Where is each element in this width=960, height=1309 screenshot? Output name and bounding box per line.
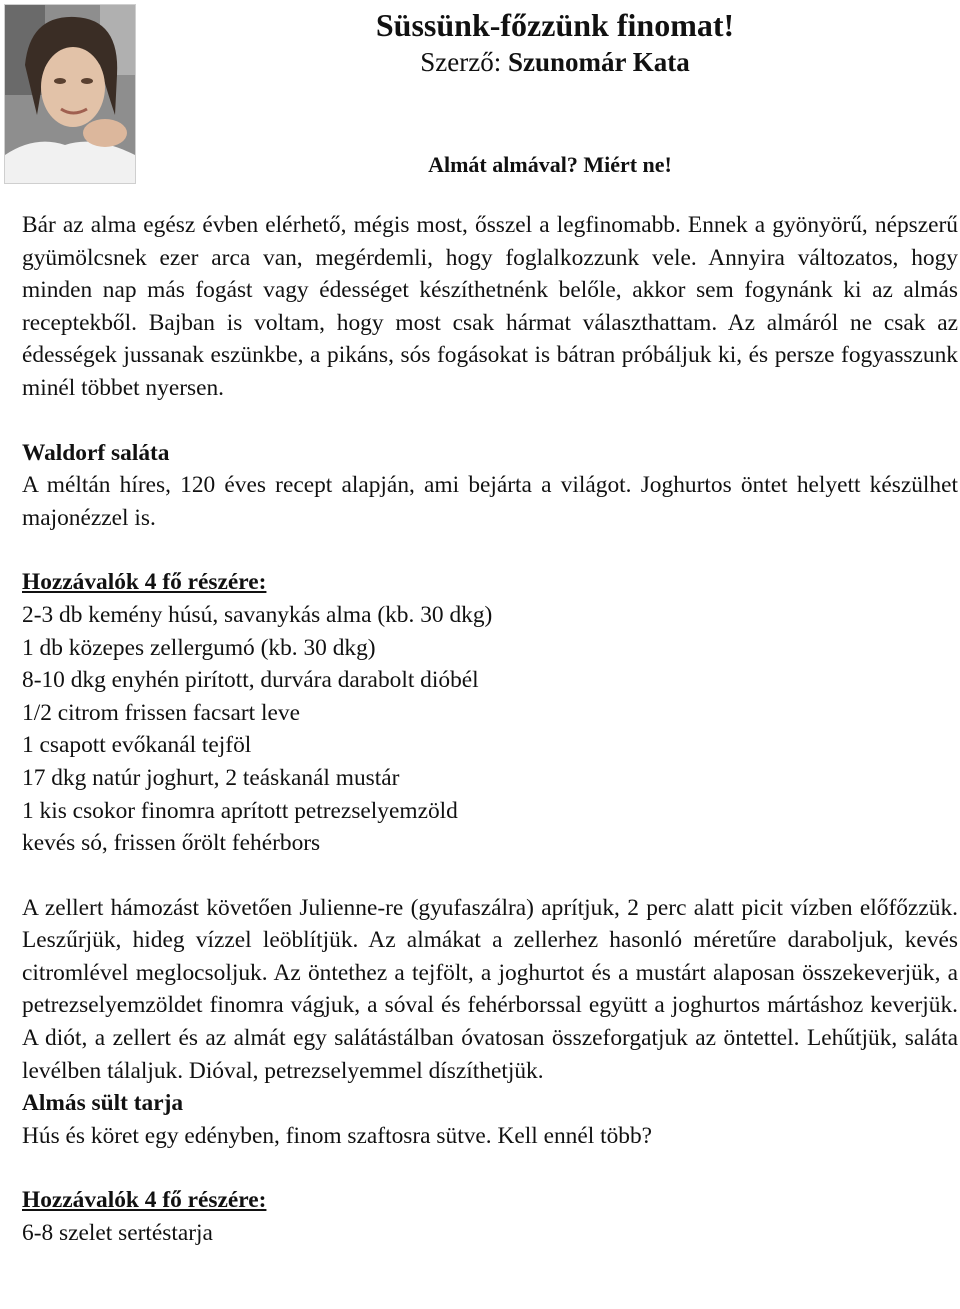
recipe-description: Hús és köret egy edényben, finom szaftosra sütve. Kell ennél több?: [22, 1122, 653, 1149]
author-photo: [4, 4, 136, 184]
intro-paragraph: Bár az alma egész évben elérhető, mégis most, ősszel a legfinomabb. Ennek a gyönyörű, népszerű gyümölcsnek ezer arca van, megérdemli, hogy foglalkozzunk vele. Annyira változatos, hogy minden nap más fogást vagy édességet készíthetnénk belőle, akkor sem fogynánk ki az almás receptekből. Bajban is voltam, hogy most csak hármat választhattam. Az almáról ne csak az édességek jussanak eszünkbe, a pikáns, sós fogásokat is bátran próbáljuk ki, és persze fogyasszunk minél többet nyersen.: [22, 212, 958, 401]
recipe-description: A méltán híres, 120 éves recept alapján, ami bejárta a világot. Joghurtos öntet helyett készülhet majonézzel is.: [22, 472, 958, 531]
spacer: [22, 860, 958, 892]
ingredient-item: 17 dkg natúr joghurt, 2 teáskanál mustár: [22, 764, 400, 791]
ingredient-item: 8-10 dkg enyhén pirított, durvára darabolt dióbél: [22, 667, 479, 694]
spacer: [22, 405, 958, 437]
ingredient-item: 2-3 db kemény húsú, savanykás alma (kb. 30 dkg): [22, 601, 493, 628]
ingredients-heading: Hozzávalók 4 fő részére:: [22, 1187, 267, 1214]
ingredient-item: 1 csapott evőkanál tejföl: [22, 732, 252, 759]
author-portrait-icon: [5, 5, 135, 183]
recipe-method: A zellert hámozást követően Julienne-re (gyufaszálra) aprítjuk, 2 perc alatt picit vízben előfőzzük. Leszűrjük, hideg vízzel leöblítjük. Az almákat a zellerhez hasonló méretűre daraboljuk, kevés citromlével meglocsoljuk. Az öntethez a tejfölt, a joghurtot és a mustárt alaposan összekeverjük, a petrezselyemzöldet finomra vágjuk, a sóval és fehérborssal együtt a joghurtos mártáshoz keverjük. A diót, a zellert és az almát egy salátástálban óvatosan összeforgatjuk az öntettel. Lehűtjük, saláta levélben tálaljuk. Dióval, petrezselyemmel díszíthetjük.: [22, 894, 958, 1084]
page-title: Süssünk-főzzünk finomat!: [375, 7, 735, 43]
author-label: Szerző:: [420, 47, 508, 77]
author-line: [300, 44, 810, 80]
ingredient-item: 1/2 citrom frissen facsart leve: [22, 699, 300, 726]
article-subtitle: Almát almával? Miért ne!: [428, 152, 672, 177]
ingredient-item: 1 kis csokor finomra aprított petrezselyemzöld: [22, 797, 458, 824]
ingredient-item: 1 db közepes zellergumó (kb. 30 dkg): [22, 634, 376, 661]
article-body: [22, 209, 958, 1250]
recipe-title: Almás sült tarja: [22, 1090, 184, 1117]
author-name: Szunomár Kata: [507, 47, 690, 77]
spacer: [22, 534, 958, 566]
ingredient-item: 6-8 szelet sertéstarja: [22, 1220, 213, 1247]
spacer: [22, 1152, 958, 1184]
ingredients-heading: Hozzávalók 4 fő részére:: [22, 569, 267, 596]
recipe-title: Waldorf saláta: [22, 439, 170, 466]
ingredient-item: kevés só, frissen őrölt fehérbors: [22, 830, 321, 857]
